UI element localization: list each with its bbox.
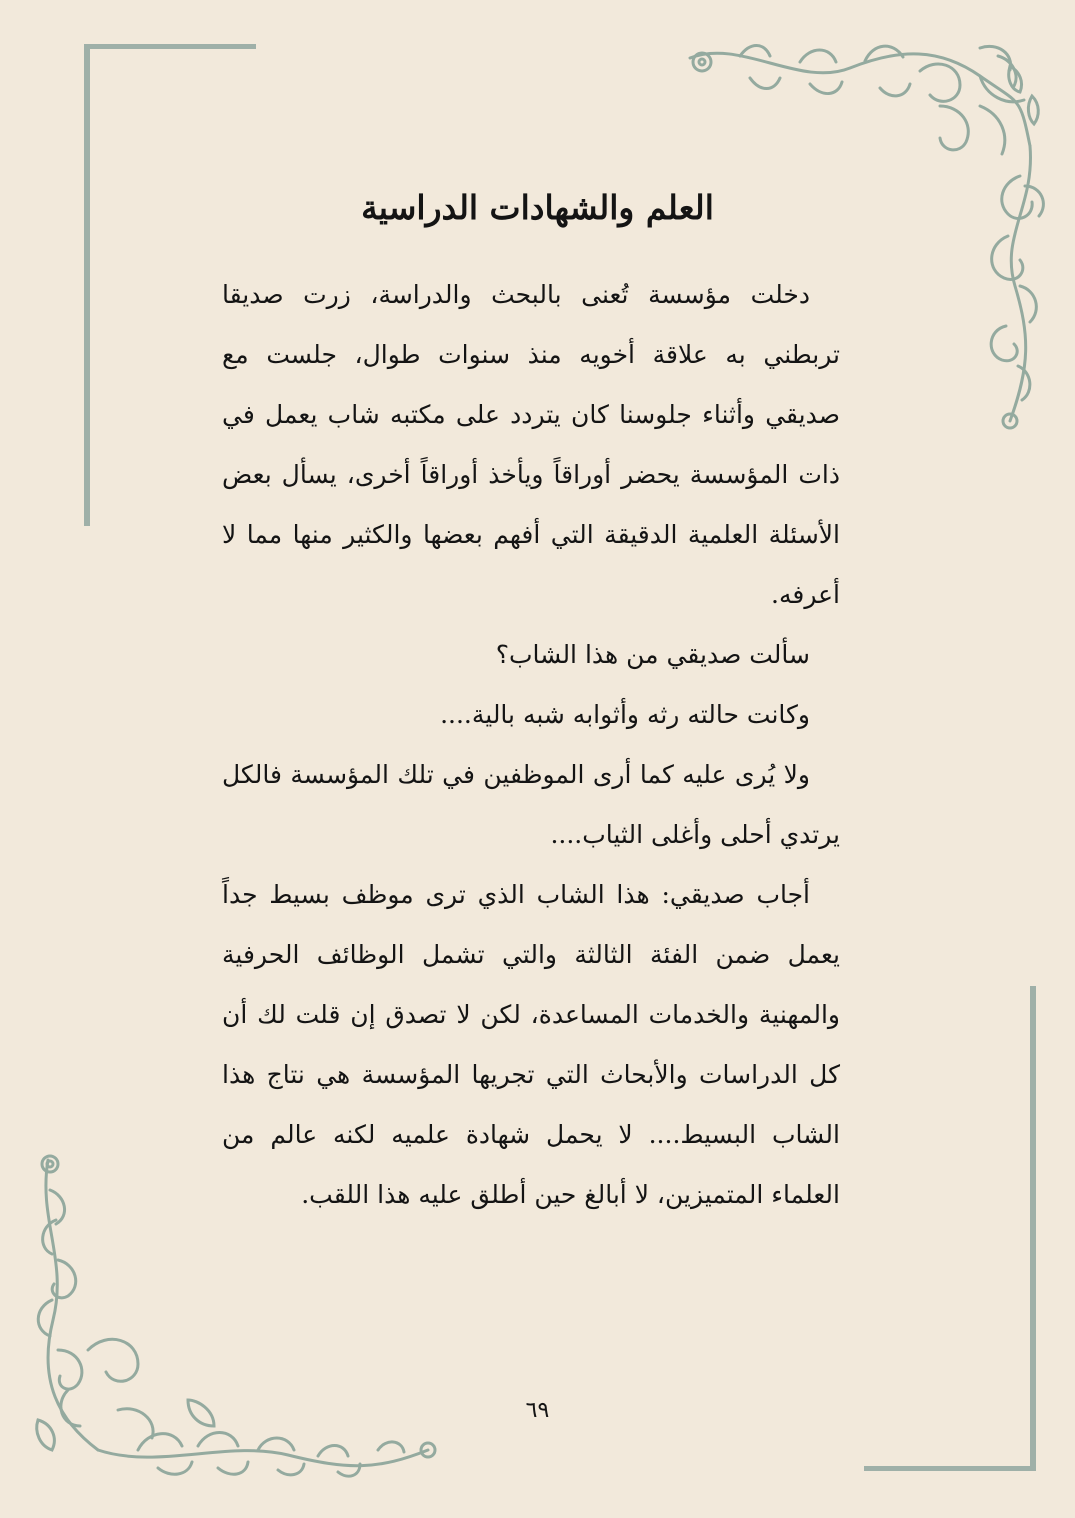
body-text — [222, 265, 840, 1225]
frame-bottom-right-horizontal — [864, 1466, 1036, 1471]
paragraph: وكانت حالته رثه وأثوابه شبه بالية.... — [440, 700, 810, 729]
paragraph: دخلت مؤسسة تُعنى بالبحث والدراسة، زرت صديقا تربطني به علاقة أخويه منذ سنوات طوال، جلست مع صديقي وأثناء جلوسنا كان يتردد على مكتبه شاب يعمل في ذات المؤسسة يحضر أوراقاً ويأخذ أوراقاً أخرى، يسأل بعض الأسئلة العلمية الدقيقة التي أفهم بعضها والكثير منها مما لا أعرفه. — [222, 280, 840, 609]
frame-top-left-horizontal — [84, 44, 256, 49]
frame-top-left-vertical — [84, 44, 90, 526]
paragraph: سألت صديقي من هذا الشاب؟ — [495, 640, 810, 669]
paragraph: أجاب صديقي: هذا الشاب الذي ترى موظف بسيط جداً يعمل ضمن الفئة الثالثة والتي تشمل الوظائف الحرفية والمهنية والخدمات المساعدة، لكن لا تصدق إن قلت لك أن كل الدراسات والأبحاث التي تجريها المؤسسة هي نتاج هذا الشاب البسيط.... لا يحمل شهادة علميه لكنه عالم من العلماء المتميزين، لا أبالغ حين أطلق عليه هذا اللقب. — [222, 880, 840, 1209]
page-title: العلم والشهادات الدراسية — [361, 188, 714, 227]
paragraph: ولا يُرى عليه كما أرى الموظفين في تلك المؤسسة فالكل يرتدي أحلى وأغلى الثياب.... — [222, 760, 840, 849]
page-number: ٦٩ — [525, 1398, 550, 1423]
